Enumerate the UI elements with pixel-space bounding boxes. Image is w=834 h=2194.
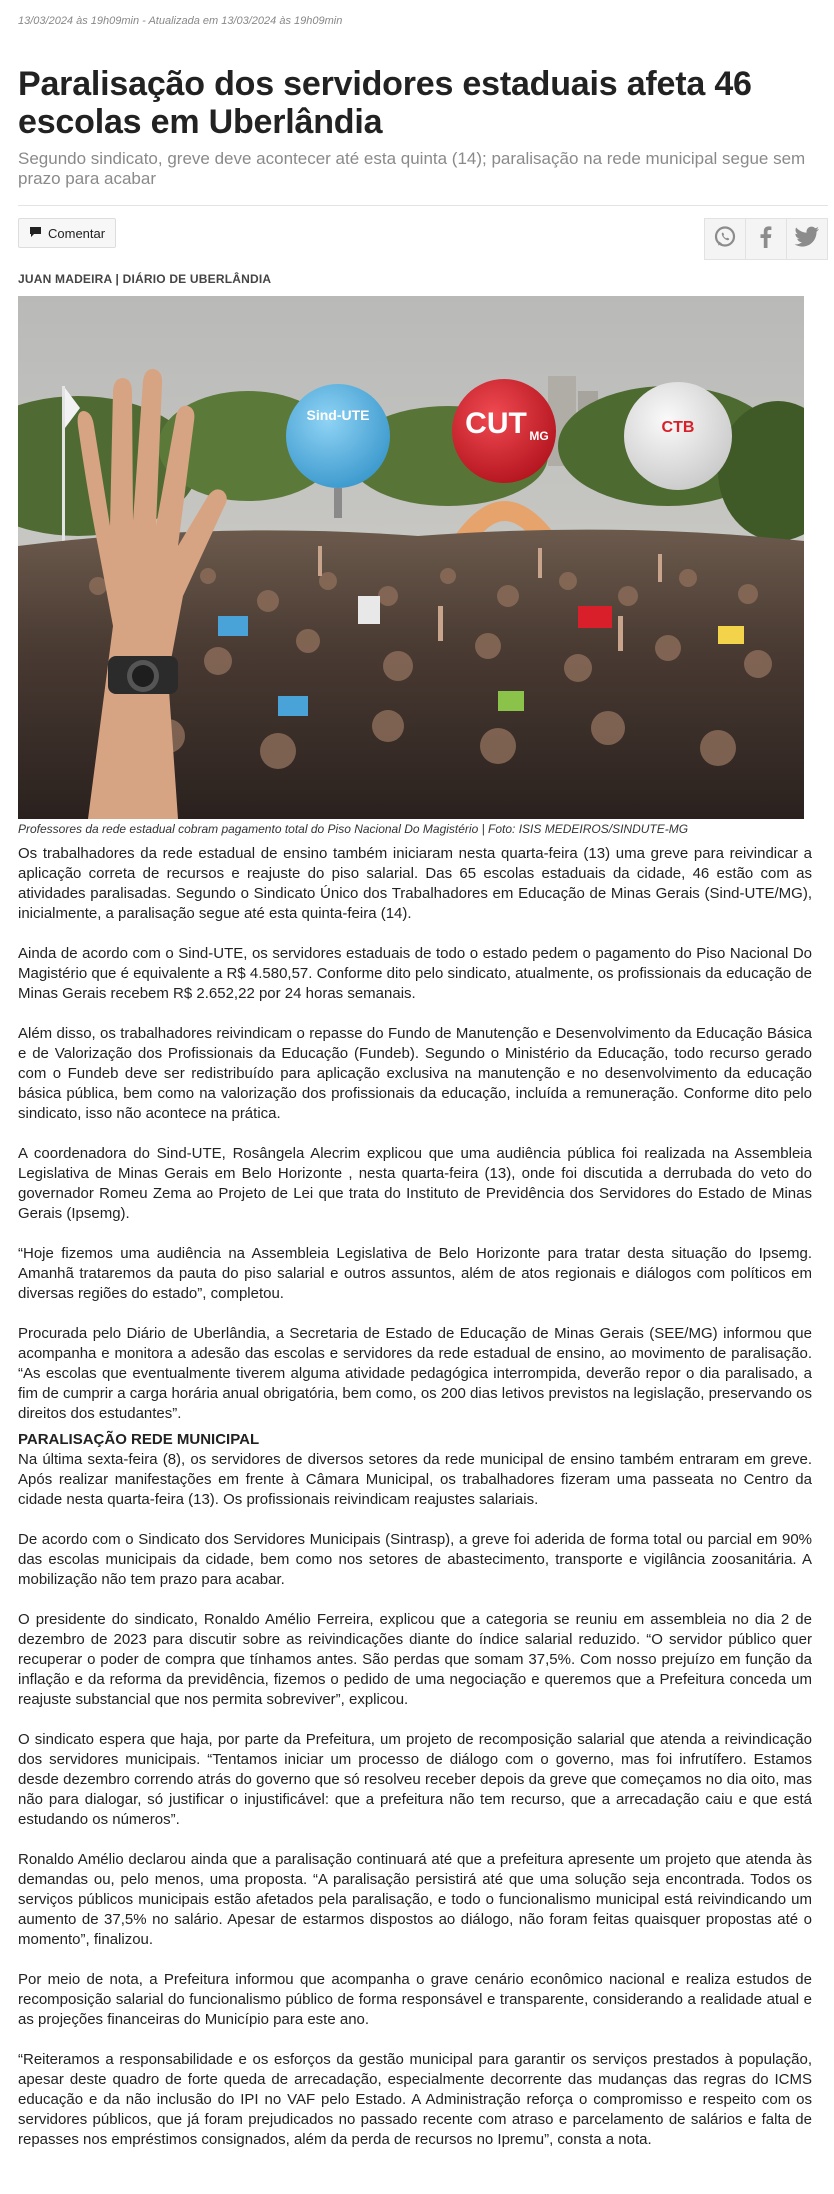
balloon-label-sindute: Sind-UTE [306, 407, 370, 423]
article-page [18, 0, 828, 2150]
twitter-icon [794, 226, 820, 253]
share-buttons [704, 218, 828, 260]
photo-caption: Professores da rede estadual cobram pagamento total do Piso Nacional Do Magistério | Foto: ISIS MEDEIROS/SINDUTE-MG [18, 822, 689, 836]
paragraph: Ainda de acordo com o Sind-UTE, os servidores estaduais de todo o estado pedem o pagamento do Piso Nacional Do Magistério que é equivalente a R$ 4.580,57. Conforme dito pelo sindicato, atualmente, os profissionais da educação de Minas Gerais recebem R$ 2.652,22 por 24 horas semanais. [18, 945, 812, 1002]
headline: Paralisação dos servidores estaduais afeta 46 escolas em Uberlândia [18, 65, 752, 141]
twitter-share-button[interactable] [787, 219, 827, 259]
paragraph: O presidente do sindicato, Ronaldo Amélio Ferreira, explicou que a categoria se reuniu em assembleia no dia 2 de dezembro de 2023 para discutir sobre as reivindicações diante do índice salarial reduzido. “O servidor público quer recuperar o poder de compra que tínhamos antes. São perdas que somam 37,5%. Com nosso prejuízo em função da inflação e da reforma da previdência, fizemos o pedido de uma negociação e queremos que a Prefeitura conceda um reajuste substancial que nos permita sobreviver”, explicou. [18, 1611, 812, 1708]
byline: JUAN MADEIRA | DIÁRIO DE UBERLÂNDIA [18, 272, 272, 286]
paragraph: “Hoje fizemos uma audiência na Assembleia Legislativa de Belo Horizonte para tratar desta situação do Ipsemg. Amanhã trataremos da pauta do piso salarial e outros assuntos, além de atos regionais e diálogos com políticos em diversas regiões do estado”, completou. [18, 1245, 812, 1302]
paragraph: A coordenadora do Sind-UTE, Rosângela Alecrim explicou que uma audiência pública foi realizada na Assembleia Legislativa de Minas Gerais em Belo Horizonte , nesta quarta-feira (13), onde foi discutida a derrubada do veto do governador Romeu Zema ao Projeto de Lei que trata do Instituto de Previdência dos Servidores do Estado de Minas Gerais (Ipsemg). [18, 1145, 812, 1222]
comment-label: Comentar [48, 225, 106, 241]
paragraph: Os trabalhadores da rede estadual de ensino também iniciaram nesta quarta-feira (13) uma greve para reivindicar a aplicação correta de recursos e reajuste do piso salarial. Das 65 escolas estaduais da cidade, 46 estão com as atividades paralisadas. Segundo o Sindicato Único dos Trabalhadores em Educação de Minas Gerais (Sind-UTE/MG), inicialmente, a paralisação segue até esta quinta-feira (14). [18, 845, 812, 922]
section-subheading: PARALISAÇÃO REDE MUNICIPAL [18, 1431, 260, 1448]
action-bar [18, 218, 828, 258]
comment-button[interactable] [18, 218, 116, 248]
paragraph: O sindicato espera que haja, por parte da Prefeitura, um projeto de recomposição salarial que atenda a reivindicação dos servidores municipais. “Tentamos iniciar um processo de diálogo com o governo, mas foi infrutífero. Estamos desde dezembro correndo atrás do governo que só resolveu receber depois da greve que começamos no dia oito, mas não para dialogar, só justificar o injustificável: que a prefeitura não tem recurso, que a arrecadação caiu e que está estudando os números”. [18, 1731, 812, 1828]
balloon-label-ctb: CTB [661, 419, 695, 436]
facebook-share-button[interactable] [746, 219, 787, 259]
divider [18, 205, 828, 206]
paragraph: “Reiteramos a responsabilidade e os esforços da gestão municipal para garantir os serviços prestados à população, apesar deste quadro de forte queda de arrecadação, especialmente decorrente das mudanças das regras do ICMS educação e da não inclusão do IPI no VAF pelo Estado. A Administração reforça o compromisso e respeito com os servidores públicos, que já foram prejudicados no passado recente com atraso e parcelamento de salários e falta de repasses nos empréstimos consignados, além da perda de recursos no Ipremu”, consta a nota. [18, 2051, 812, 2148]
balloon-label-cut: CUT [465, 407, 527, 440]
whatsapp-share-button[interactable] [705, 219, 746, 259]
subtitle: Segundo sindicato, greve deve acontecer até esta quinta (14); paralisação na rede municipal segue sem prazo para acabar [18, 149, 806, 188]
article-photo [18, 296, 804, 819]
paragraph: Além disso, os trabalhadores reivindicam o repasse do Fundo de Manutenção e Desenvolvimento da Educação Básica e de Valorização dos Profissionais da Educação (Fundeb). Segundo o Ministério da Educação, todo recurso gerado com o Fundeb deve ser redistribuído para aplicação exclusiva na manutenção e no desenvolvimento da educação básica pública, bem como na valorização dos profissionais da educação, incluída a remuneração. Conforme dito pelo sindicato, isso não acontece na prática. [18, 1025, 812, 1122]
publish-dates: 13/03/2024 às 19h09min - Atualizada em 13/03/2024 às 19h09min [18, 15, 343, 27]
paragraph: De acordo com o Sindicato dos Servidores Municipais (Sintrasp), a greve foi aderida de forma total ou parcial em 90% das escolas municipais da cidade, bem como nos setores de abastecimento, transporte e vigilância zoosanitária. A mobilização não tem prazo para acabar. [18, 1531, 812, 1588]
paragraph: Procurada pelo Diário de Uberlândia, a Secretaria de Estado de Educação de Minas Gerais (SEE/MG) informou que acompanha e monitora a adesão das escolas e servidores da rede estadual de ensino, ao movimento de paralisação. “As escolas que eventualmente tiverem alguma atividade pedagógica interrompida, deverão repor o dia paralisado, a fim de cumprir a carga horária anual obrigatória, bem como, os 200 dias letivos previstos na legislação, preservando os direitos dos estudantes”. [18, 1325, 812, 1422]
paragraph: Ronaldo Amélio declarou ainda que a paralisação continuará até que a prefeitura apresente um projeto que atenda às demandas ou, pelo menos, uma proposta. “A paralisação persistirá até que uma solução seja encontrada. Todos os serviços públicos municipais estão afetados pela paralisação, e todo o funcionalismo municipal está reivindicando um aumento de 37,5% no salário. Apesar de estarmos dispostos ao diálogo, não foram feitas quaisquer propostas até o momento”, finalizou. [18, 1851, 812, 1948]
balloon-label-mg: MG [529, 429, 549, 443]
paragraph: Na última sexta-feira (8), os servidores de diversos setores da rede municipal de ensino também entraram em greve. Após realizar manifestações em frente à Câmara Municipal, os trabalhadores fizeram uma passeata no Centro da cidade nesta quarta-feira (13). Os profissionais reivindicam reajustes salariais. [18, 1451, 812, 1508]
paragraph: Por meio de nota, a Prefeitura informou que acompanha o grave cenário econômico nacional e realiza estudos de recomposição salarial do funcionalismo público de forma responsável e transparente, considerando a realidade atual e as projeções financeiras do Município para este ano. [18, 1971, 812, 2028]
whatsapp-icon [713, 225, 737, 254]
comment-icon [29, 226, 42, 241]
article-body [18, 844, 812, 2150]
facebook-icon [756, 225, 776, 254]
